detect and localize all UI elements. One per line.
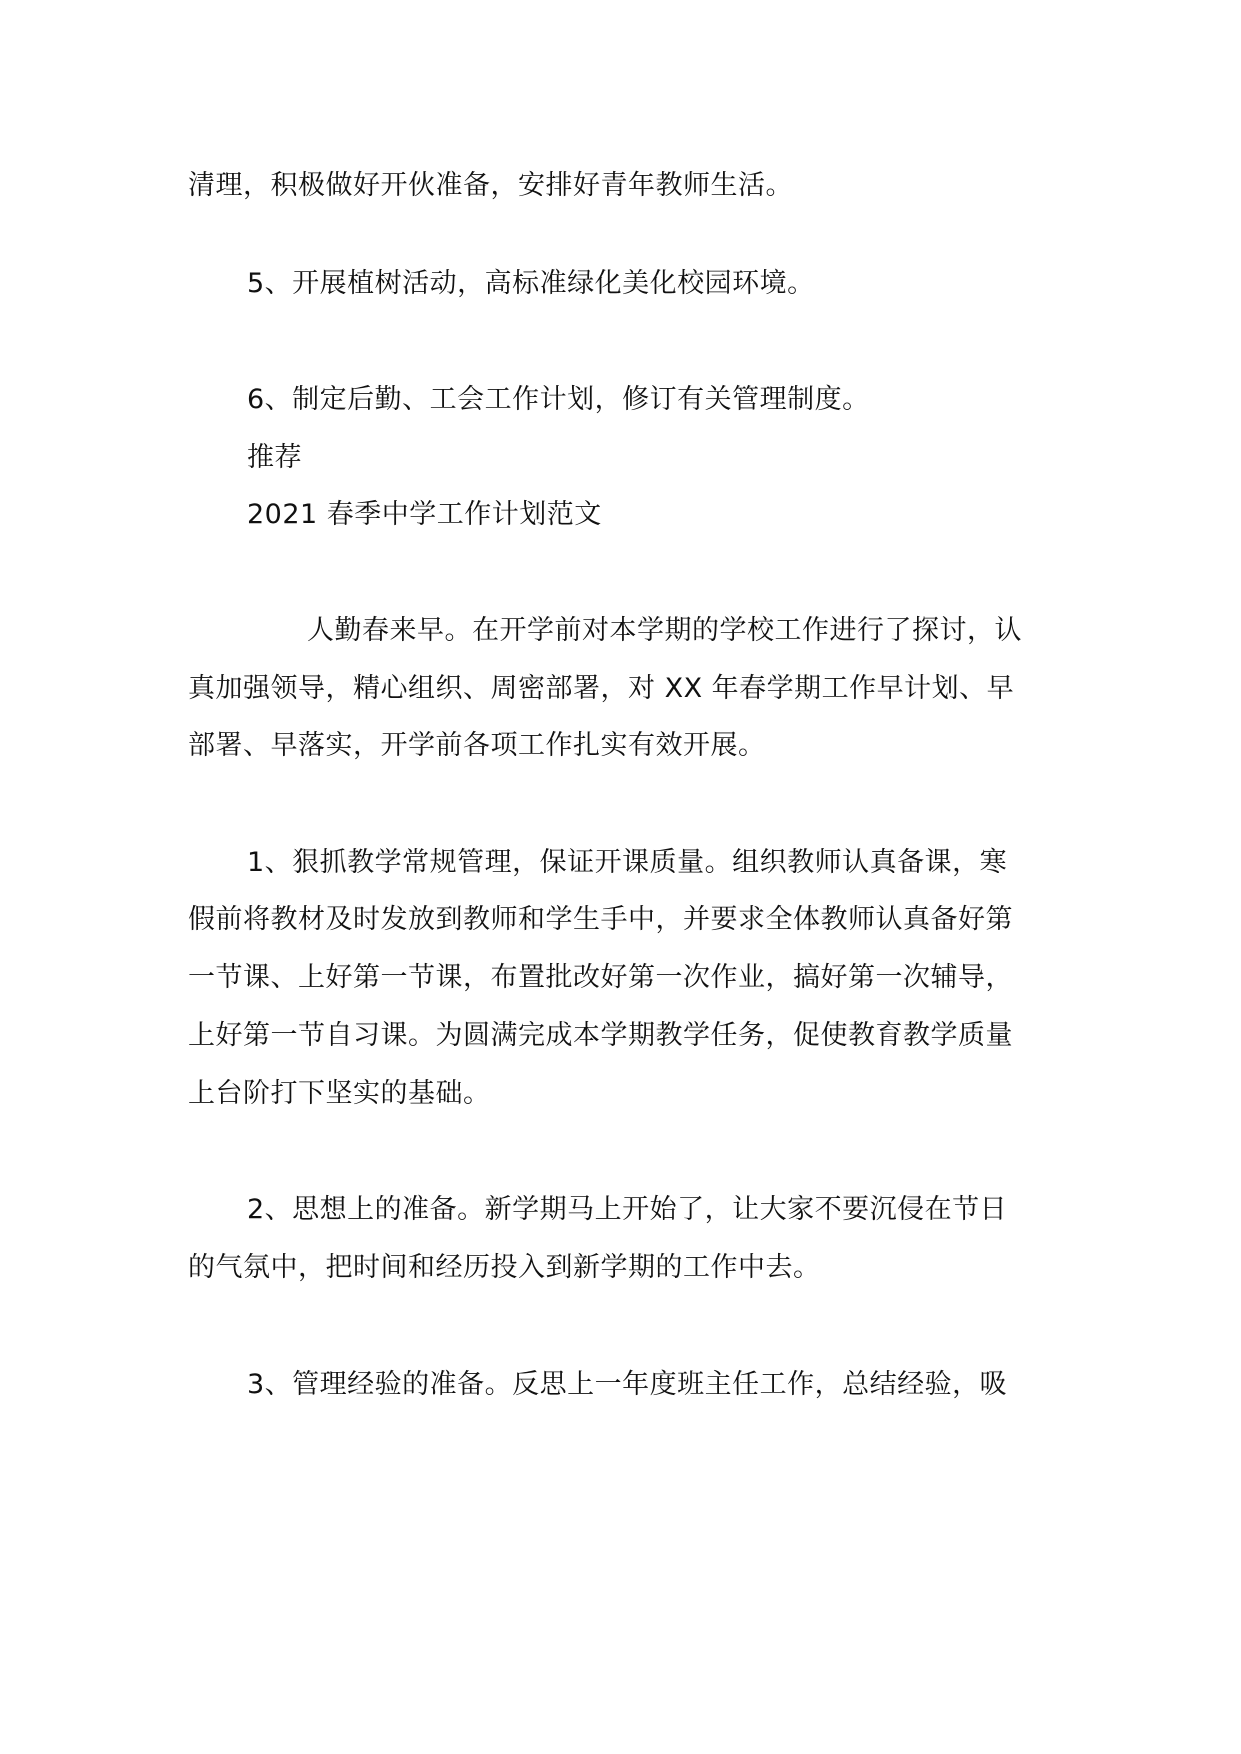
intro-paragraph-line: 真加强领导，精心组织、周密部署，对 XX 年春学期工作早计划、早 (188, 673, 1015, 704)
recommend-label: 推荐 (247, 442, 302, 473)
intro-paragraph-line: 部署、早落实，开学前各项工作扎实有效开展。 (188, 730, 766, 761)
item-3-line: 3、管理经验的准备。反思上一年度班主任工作，总结经验，吸 (247, 1369, 1008, 1400)
item-1-line: 一节课、上好第一节课，布置批改好第一次作业，搞好第一次辅导， (188, 962, 1013, 993)
item-1-line: 假前将教材及时发放到教师和学生手中，并要求全体教师认真备好第 (188, 904, 1013, 935)
item-1-line: 1、狠抓教学常规管理，保证开课质量。组织教师认真备课，寒 (247, 847, 1008, 878)
text-line: 清理，积极做好开伙准备，安排好青年教师生活。 (188, 170, 793, 201)
item-2-line: 2、思想上的准备。新学期马上开始了，让大家不要沉侵在节日 (247, 1194, 1008, 1225)
item-1-line: 上好第一节自习课。为圆满完成本学期教学任务，促使教育教学质量 (188, 1020, 1013, 1051)
article-title: 2021 春季中学工作计划范文 (247, 499, 602, 530)
list-item-6: 6、制定后勤、工会工作计划，修订有关管理制度。 (247, 384, 870, 415)
list-item-5: 5、开展植树活动，高标准绿化美化校园环境。 (247, 268, 815, 299)
item-2-line: 的气氛中，把时间和经历投入到新学期的工作中去。 (188, 1252, 821, 1283)
item-1-line: 上台阶打下坚实的基础。 (188, 1078, 491, 1109)
intro-paragraph-line: 人勤春来早。在开学前对本学期的学校工作进行了探讨，认 (307, 615, 1022, 646)
